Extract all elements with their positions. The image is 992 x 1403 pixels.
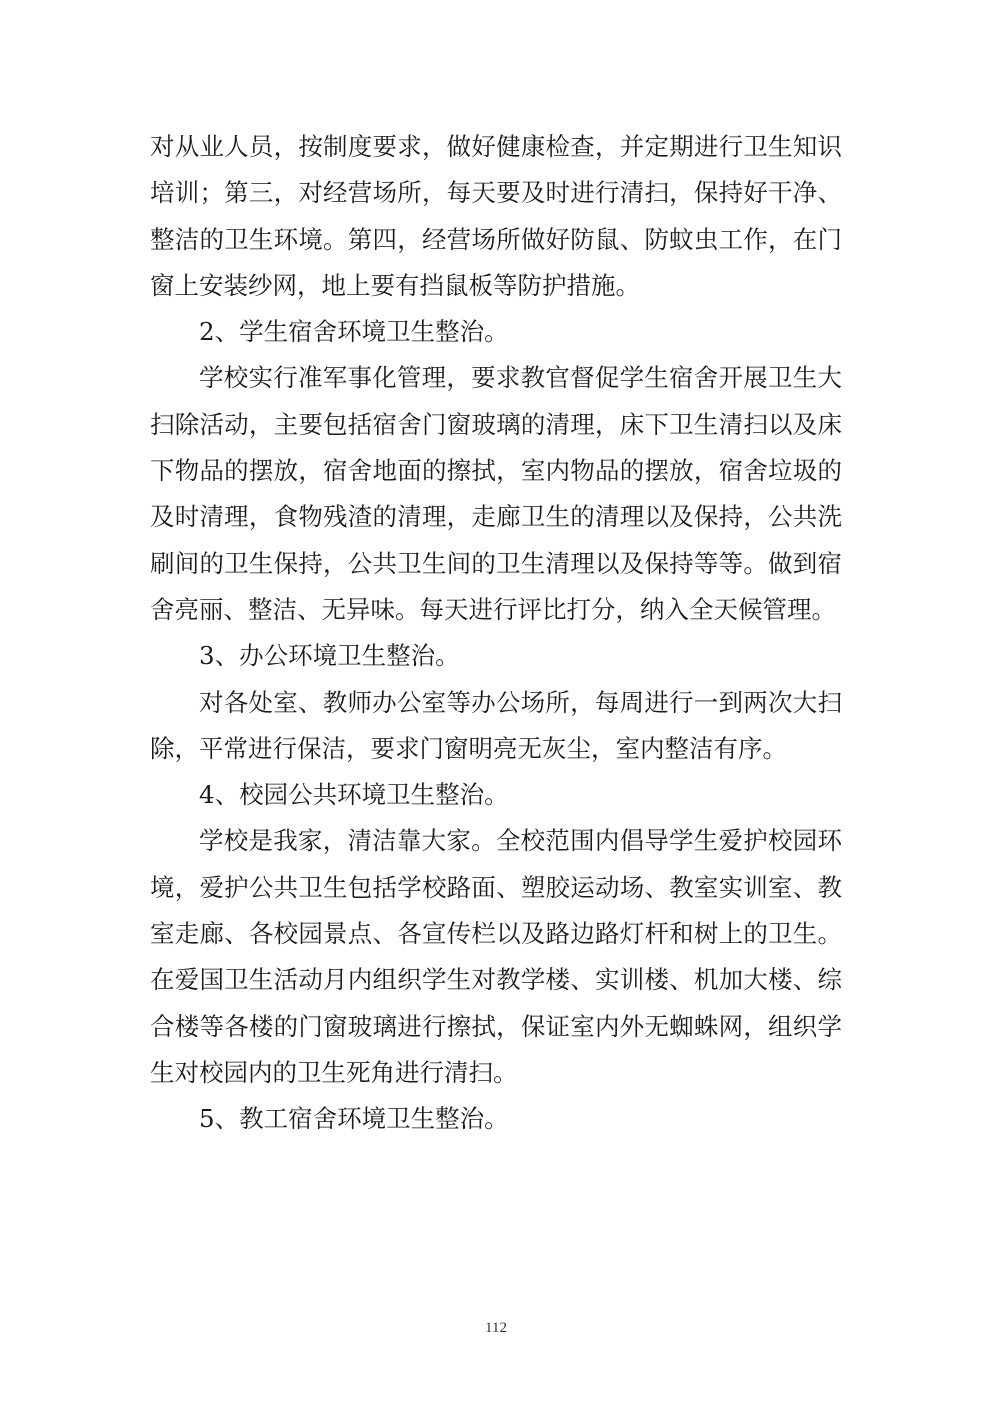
section-heading-staff-dormitory: 5、教工宿舍环境卫生整治。	[199, 1104, 509, 1134]
paragraph-continuation: 对从业人员，按制度要求，做好健康检查，并定期进行卫生知识培训；第三，对经营场所，每天要及时进行清扫，保持好干净、整洁的卫生环境。第四，经营场所做好防鼠、防蚊虫工作，在门窗上安装纱网，地上要有挡鼠板等防护措施。	[150, 132, 842, 300]
document-body	[150, 124, 842, 1143]
page-number: 112	[485, 1320, 507, 1336]
paragraph-office: 对各处室、教师办公室等办公场所，每周进行一到两次大扫除，平常进行保洁，要求门窗明亮无灰尘，室内整洁有序。	[150, 687, 842, 763]
section-heading-campus-public: 4、校园公共环境卫生整治。	[199, 780, 509, 810]
paragraph-campus-public: 学校是我家，清洁靠大家。全校范围内倡导学生爱护校园环境，爱护公共卫生包括学校路面、塑胶运动场、教室实训室、教室走廊、各校园景点、各宣传栏以及路边路灯杆和树上的卫生。在爱国卫生活动月内组织学生对教学楼、实训楼、机加大楼、综合楼等各楼的门窗玻璃进行擦拭，保证室内外无蜘蛛网，组织学生对校园内的卫生死角进行清扫。	[150, 826, 842, 1087]
section-heading-student-dormitory: 2、学生宿舍环境卫生整治。	[199, 317, 509, 347]
paragraph-student-dormitory: 学校实行准军事化管理，要求教官督促学生宿舍开展卫生大扫除活动，主要包括宿舍门窗玻璃的清理，床下卫生清扫以及床下物品的摆放，宿舍地面的擦拭，室内物品的摆放，宿舍垃圾的及时清理，食物残渣的清理，走廊卫生的清理以及保持，公共洗刷间的卫生保持，公共卫生间的卫生清理以及保持等等。做到宿舍亮丽、整洁、无异味。每天进行评比打分，纳入全天候管理。	[150, 363, 842, 624]
section-heading-office: 3、办公环境卫生整治。	[199, 641, 460, 671]
